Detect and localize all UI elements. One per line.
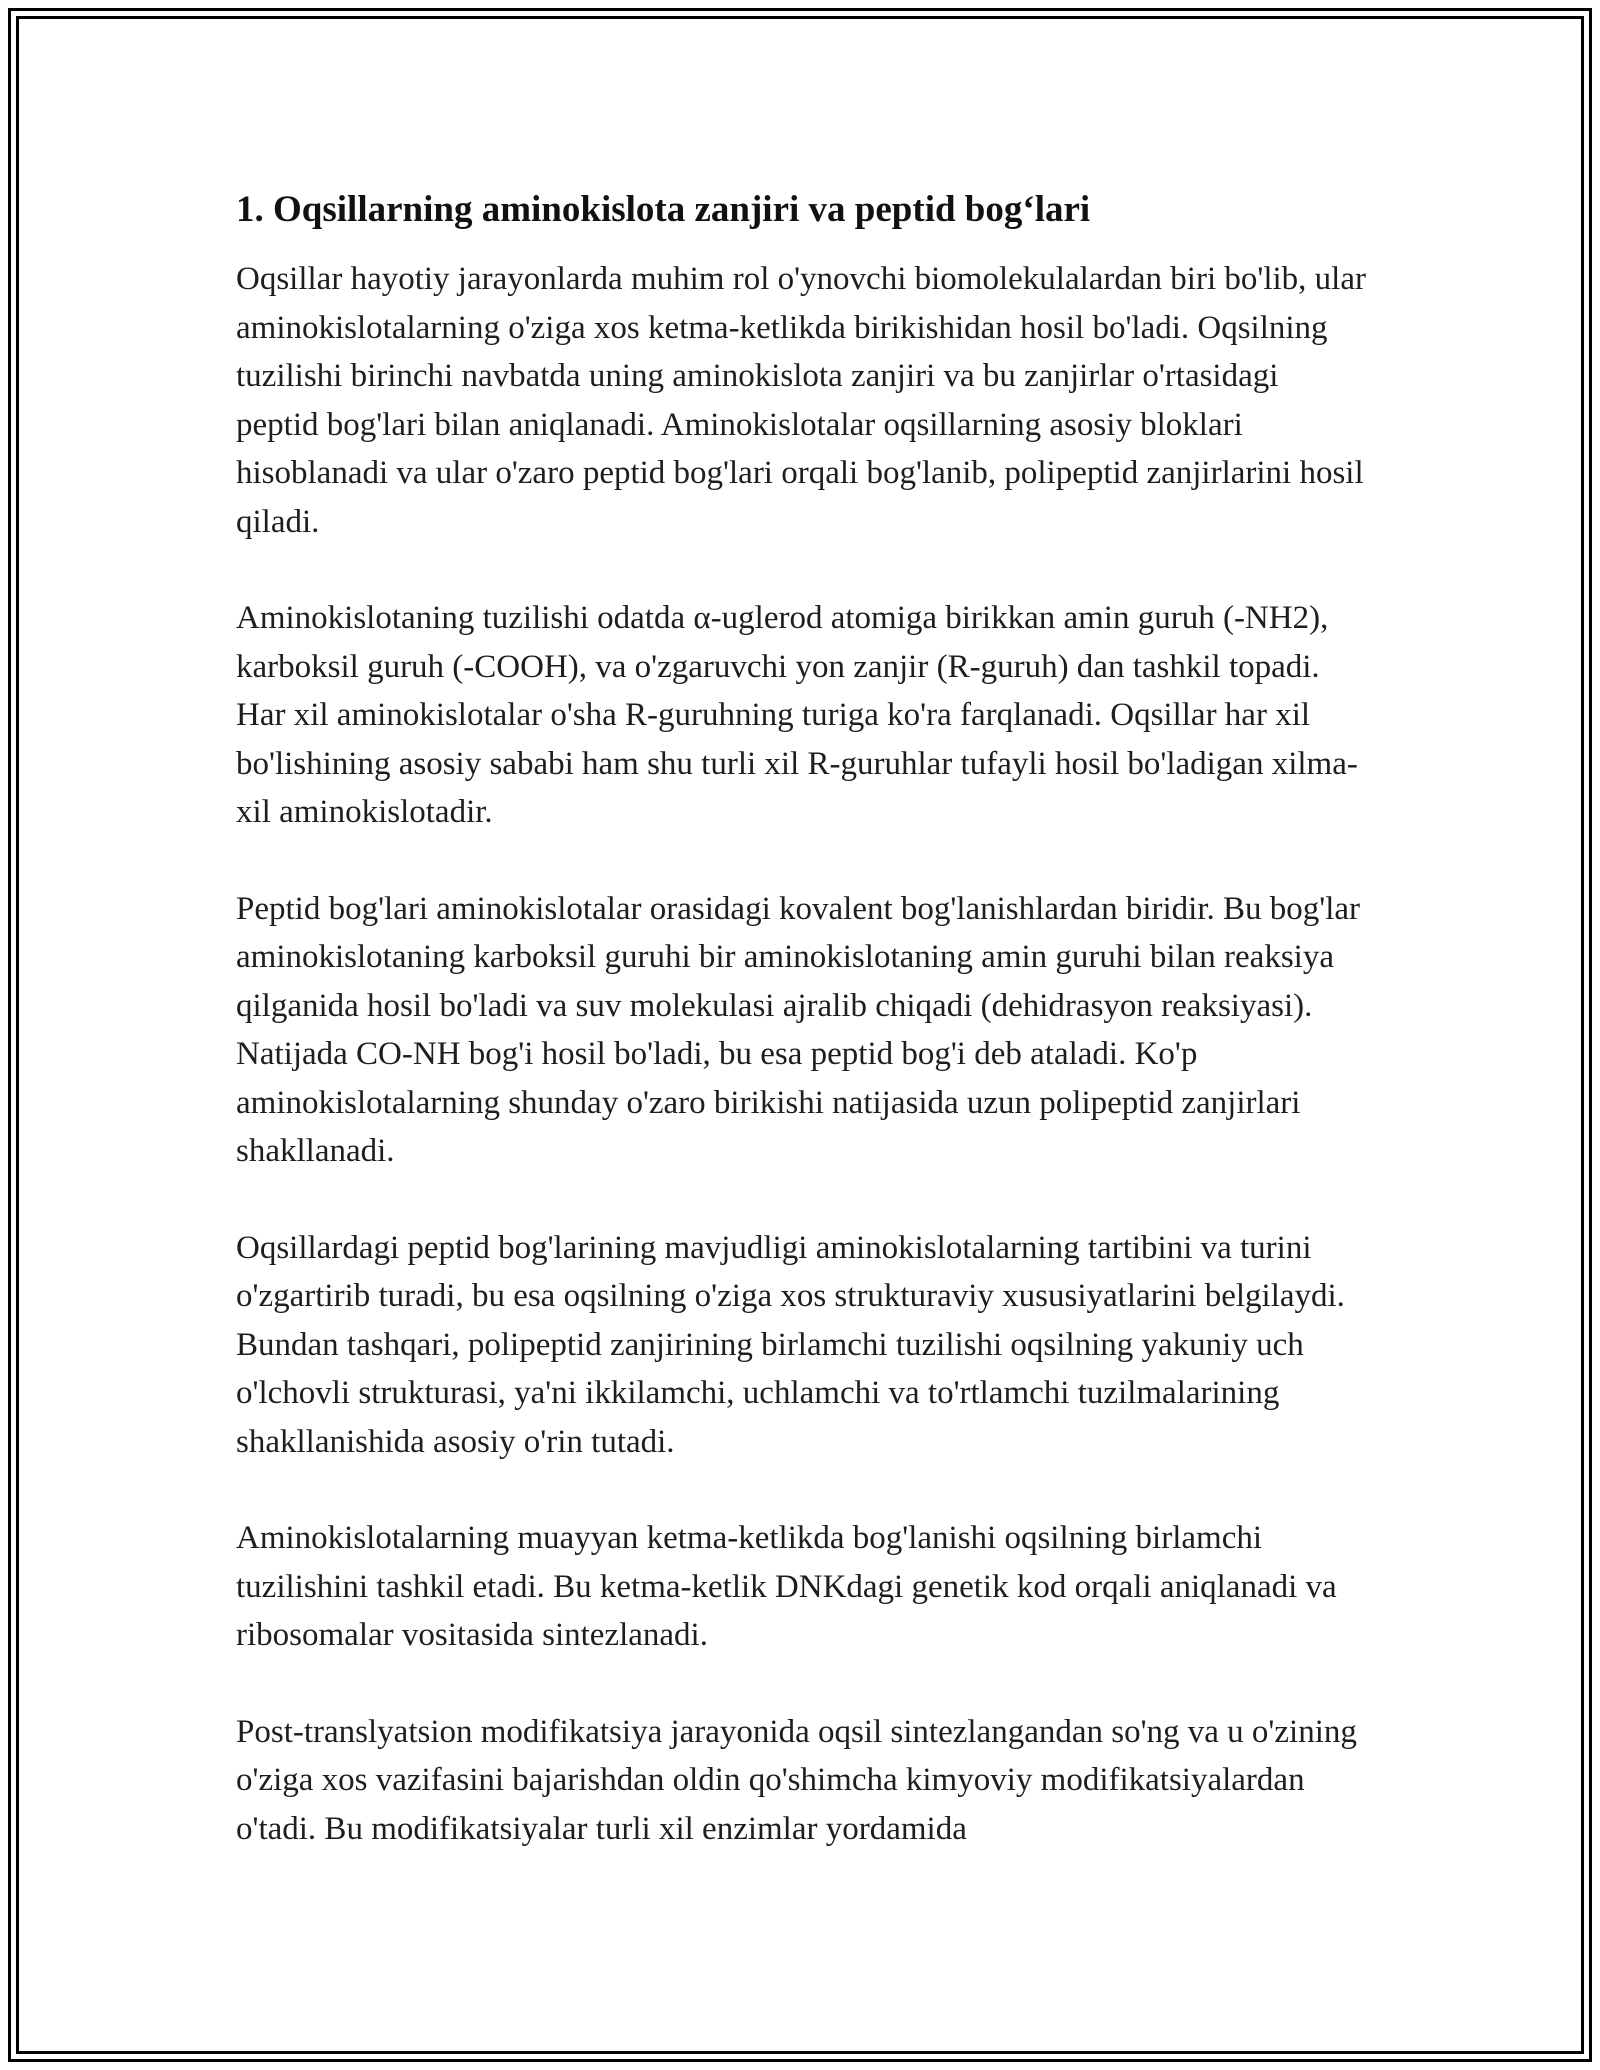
paragraph: Post-translyatsion modifikatsiya jarayonida oqsil sintezlangandan so'ng va u o'zining o'ziga xos vazifasini bajarishdan oldin qo'shimcha kimyoviy modifikatsiyalardan o'tadi. Bu modifikatsiyalar turli xil enzimlar yordamida [236,1713,1357,1847]
section-heading: 1. Oqsillarning aminokislota zanjiri va peptid bog‘lari [236,189,1091,230]
paragraph: Peptid bog'lari aminokislotalar orasidagi kovalent bog'lanishlardan biridir. Bu bog'lar aminokislotaning karboksil guruhi bir aminokislotaning amin guruhi bilan reaksiya qilganida hosil bo'ladi va suv molekulasi ajralib chiqadi (dehidrasyon reaksiyasi). Natijada CO-NH bog'i hosil bo'ladi, bu esa peptid bog'i deb ataladi. Ko'p aminokislotalarning shunday o'zaro birikishi natijasida uzun polipeptid zanjirlari shakllanadi. [236,890,1361,1169]
paragraph: Oqsillar hayotiy jarayonlarda muhim rol o'ynovchi biomolekulalardan biri bo'lib, ular aminokislotalarning o'ziga xos ketma-ketlikda birikishidan hosil bo'ladi. Oqsilning tuzilishi birinchi navbatda uning aminokislota zanjiri va bu zanjirlar o'rtasidagi peptid bog'lari bilan aniqlanadi. Aminokislotalar oqsillarning asosiy bloklari hisoblanadi va ular o'zaro peptid bog'lari orqali bog'lanib, polipeptid zanjirlarini hosil qiladi. [236,261,1366,540]
paragraph: Aminokislotaning tuzilishi odatda α-uglerod atomiga birikkan amin guruh (-NH2), karboksil guruh (-COOH), va o'zgaruvchi yon zanjir (R-guruh) dan tashkil topadi. Har xil aminokislotalar o'sha R-guruhning turiga ko'ra farqlanadi. Oqsillar har xil bo'lishining asosiy sababi ham shu turli xil R-guruhlar tufayli hosil bo'ladigan xilma-xil aminokislotadir. [236,600,1358,830]
document-body [236,186,1366,1901]
paragraph: Oqsillardagi peptid bog'larining mavjudligi aminokislotalarning tartibini va turini o'zgartirib turadi, bu esa oqsilning o'ziga xos strukturaviy xususiyatlarini belgilaydi. Bundan tashqari, polipeptid zanjirining birlamchi tuzilishi oqsilning yakuniy uch o'lchovli strukturasi, ya'ni ikkilamchi, uchlamchi va to'rtlamchi tuzilmalarining shakllanishida asosiy o'rin tutadi. [236,1229,1345,1460]
paragraph: Aminokislotalarning muayyan ketma-ketlikda bog'lanishi oqsilning birlamchi tuzilishini tashkil etadi. Bu ketma-ketlik DNKdagi genetik kod orqali aniqlanadi va ribosomalar vositasida sintezlanadi. [236,1520,1337,1653]
